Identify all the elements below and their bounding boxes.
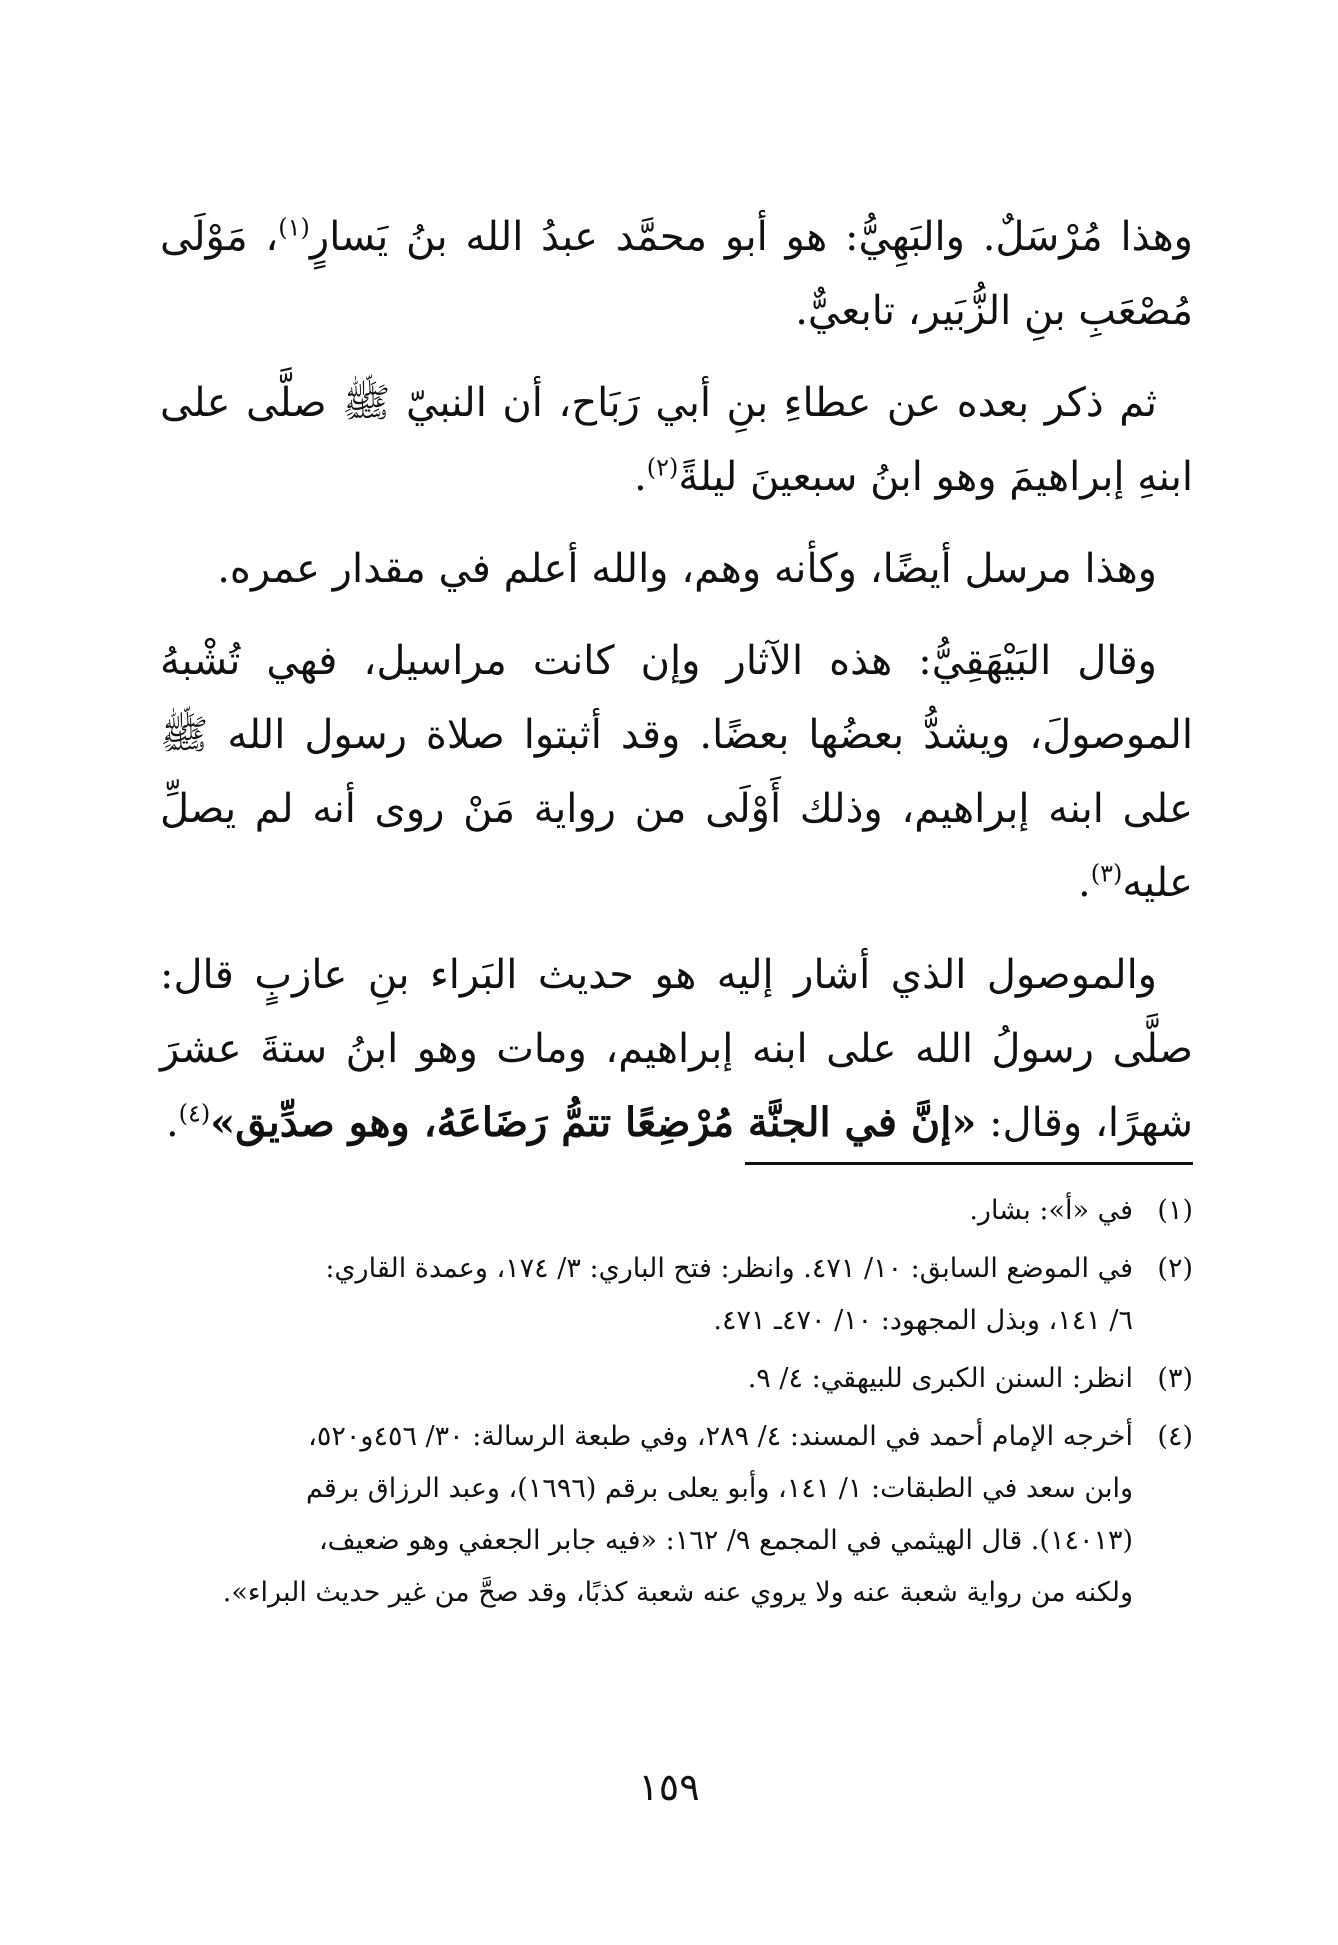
footnote-number: (٣) <box>1157 1363 1193 1394</box>
paragraph-text: وهذا مُرْسَلٌ. والبَهِيُّ: هو أبو محمَّد عبدُ الله بنُ يَسارٍ <box>309 214 1193 260</box>
footnote-number: (٤) <box>1157 1421 1193 1452</box>
footnote-ref[interactable]: (٢) <box>646 453 679 482</box>
footnote-body <box>158 1185 1133 1237</box>
footnote-body <box>158 1243 1133 1347</box>
footnote-line: (١٤٠١٣). قال الهيثمي في المجمع ٩/ ١٦٢: «فيه جابر الجعفي وهو ضعيف، <box>318 1525 1133 1556</box>
page-number: ١٥٩ <box>638 1765 700 1809</box>
footnote-ref[interactable]: (٤) <box>178 1099 211 1128</box>
footnote-line: في الموضع السابق: ١٠/ ٤٧١. وانظر: فتح الباري: ٣/ ١٧٤، وعمدة القاري: <box>325 1253 1133 1284</box>
main-text <box>160 200 1193 1178</box>
paragraph-text: وهذا مرسل أيضًا، وكأنه وهم، والله أعلم في مقدار عمره. <box>217 546 1157 592</box>
footnote-number: (٢) <box>1157 1253 1193 1284</box>
hadith-quote: «إنَّ في الجنَّة مُرْضِعًا تتمُّ رَضَاعَهُ، وهو صدِّيق» <box>210 1099 977 1146</box>
footnote-line: انظر: السنن الكبرى للبيهقي: ٤/ ٩. <box>747 1363 1133 1394</box>
footnote-4 <box>158 1411 1193 1619</box>
footnote-ref[interactable]: (٣) <box>1090 859 1123 888</box>
footnote-number: (١) <box>1157 1195 1193 1226</box>
footnote-body <box>158 1411 1133 1619</box>
paragraph-text-after: ، مَوْلَى مُصْعَبِ بنِ الزُّبَير، تابعيٌّ. <box>160 214 1193 334</box>
footnote-line: في «أ»: بشار. <box>969 1195 1133 1226</box>
footnote-divider <box>745 1162 1193 1165</box>
paragraph-text-after: . <box>633 454 647 500</box>
footnote-line: أخرجه الإمام أحمد في المسند: ٤/ ٢٨٩، وفي طبعة الرسالة: ٣٠/ ٤٥٦و٥٢٠، <box>308 1421 1133 1452</box>
paragraph-2 <box>160 366 1193 514</box>
paragraph-1 <box>160 200 1193 348</box>
paragraph-4 <box>160 624 1193 920</box>
footnote-line: ولكنه من رواية شعبة عنه ولا يروي عنه شعبة كذبًا، وقد صحَّ من غير حديث البراء». <box>222 1577 1133 1608</box>
paragraph-text: والموصول الذي أشار إليه هو حديث البَراء بنِ عازبٍ قال: صلَّى رسولُ الله على ابنه إبراهيم، ومات وهو ابنُ ستةَ عشرَ شهرًا، وقال: <box>160 952 1193 1146</box>
footnotes <box>158 1185 1193 1625</box>
paragraph-text-after: . <box>1078 860 1091 906</box>
footnote-1 <box>158 1185 1193 1237</box>
paragraph-text: وقال البَيْهَقِيُّ: هذه الآثار وإن كانت مراسيل، فهي تُشْبهُ الموصولَ، ويشدُّ بعضُها بعضًا. وقد أثبتوا صلاة رسول الله ﷺ على ابنه إبراهيم، وذلك أَوْلَى من رواية مَنْ روى أنه لم يصلِّ عليه <box>160 638 1194 906</box>
paragraph-text: ثم ذكر بعده عن عطاءِ بنِ أبي رَبَاح، أن النبيّ ﷺ صلَّى على ابنهِ إبراهيمَ وهو ابنُ سبعينَ ليلةً <box>160 380 1193 500</box>
footnote-line: ٦/ ١٤١، وبذل المجهود: ١٠/ ٤٧٠ـ ٤٧١. <box>713 1305 1133 1336</box>
footnote-3 <box>158 1353 1193 1405</box>
footnote-body <box>158 1353 1133 1405</box>
paragraph-3 <box>160 532 1193 606</box>
paragraph-5 <box>160 938 1193 1160</box>
footnote-line: وابن سعد في الطبقات: ١/ ١٤١، وأبو يعلى برقم (١٦٩٦)، وعبد الرزاق برقم <box>305 1473 1133 1504</box>
paragraph-text-after: . <box>165 1100 179 1146</box>
footnote-ref[interactable]: (١) <box>278 213 310 242</box>
footnote-2 <box>158 1243 1193 1347</box>
